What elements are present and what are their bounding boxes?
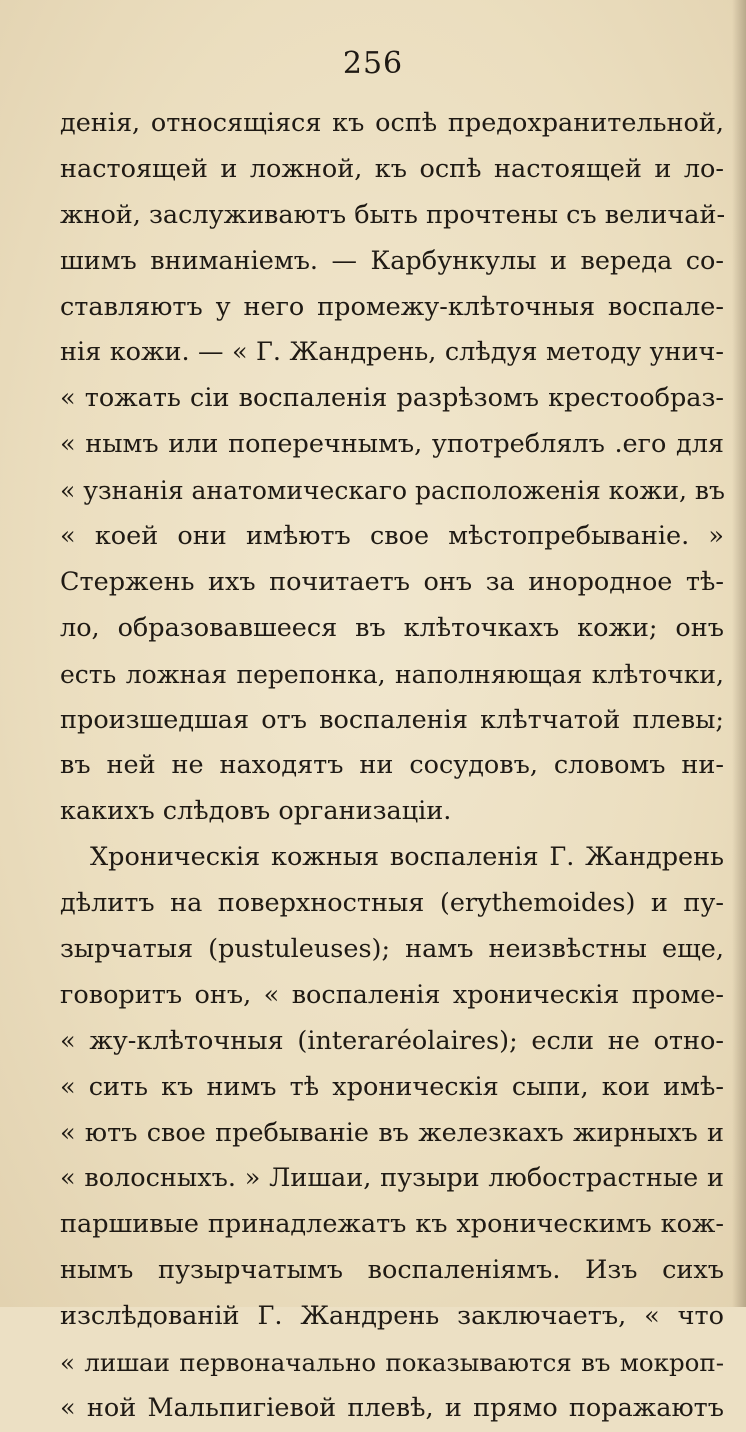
text-line: « нымъ или поперечнымъ, употреблялъ .его для	[60, 429, 724, 460]
text-line: какихъ слѣдовъ организаціи.	[60, 796, 452, 827]
text-line: жной, заслуживаютъ быть прочтены съ величай-	[60, 199, 726, 230]
text-line: нымъ пузырчатымъ воспаленіямъ. Изъ сихъ	[60, 1255, 724, 1286]
text-line: говоритъ онъ, « воспаленія хроническія проме-	[60, 979, 724, 1010]
text-line: « тожать сіи воспаленія разрѣзомъ крестообраз-	[60, 383, 724, 414]
text-line: нія кожи. — « Г. Жандрень, слѣдуя методу унич-	[60, 337, 724, 368]
text-line: « ной Мальпигіевой плевѣ, и прямо поражаютъ	[60, 1392, 724, 1423]
text-line: Стержень ихъ почитаетъ онъ за инородное тѣ-	[60, 566, 724, 597]
text-line: « узнанія анатомическаго расположенія кожи, въ	[60, 476, 725, 506]
text-line: есть ложная перепонка, наполняющая клѣточки,	[60, 659, 724, 689]
text-line: дѣлитъ на поверхностныя (erythemoides) и пу-	[60, 888, 724, 919]
text-line: въ ней не находятъ ни сосудовъ, словомъ ни-	[60, 750, 724, 781]
text-line: « сить къ нимъ тѣ хроническія сыпи, кои имѣ-	[60, 1071, 724, 1102]
text-line: « лишаи первоначально показываются въ мокроп-	[60, 1348, 724, 1378]
text-line: « коей они имѣютъ свое мѣстопребываніе. »	[60, 521, 724, 552]
page-edge-shadow	[732, 0, 746, 1307]
text-line: денія, относящіяся къ оспѣ предохранительной,	[60, 108, 724, 138]
text-line: Хроническія кожныя воспаленія Г. Жандрень	[90, 842, 724, 873]
text-line: изслѣдованій Г. Жандрень заключаетъ, « что	[60, 1301, 724, 1332]
text-line: « жу-клѣточныя (interaréolaires); если не отно-	[60, 1025, 724, 1056]
text-line: « волосныхъ. » Лишаи, пузыри любострастные и	[60, 1163, 724, 1194]
text-line: паршивые принадлежатъ къ хроническимъ кож-	[60, 1209, 724, 1240]
text-line: зырчатыя (pustuleuses); намъ неизвѣстны еще,	[60, 934, 724, 965]
text-line: произшедшая отъ воспаленія клѣтчатой плевы;	[60, 704, 724, 735]
text-line: шимъ вниманіемъ. — Карбункулы и вереда со-	[60, 245, 724, 276]
page-number: 256	[342, 46, 404, 81]
text-line: настоящей и ложной, къ оспѣ настоящей и ло-	[60, 153, 724, 184]
text-line: « ютъ свое пребываніе въ железкахъ жирныхъ и	[60, 1117, 724, 1148]
text-line: ло, образовавшееся въ клѣточкахъ кожи; онъ	[60, 612, 724, 643]
body-text	[60, 101, 724, 1432]
text-line: ставляютъ у него промежу-клѣточныя воспале-	[60, 291, 724, 322]
